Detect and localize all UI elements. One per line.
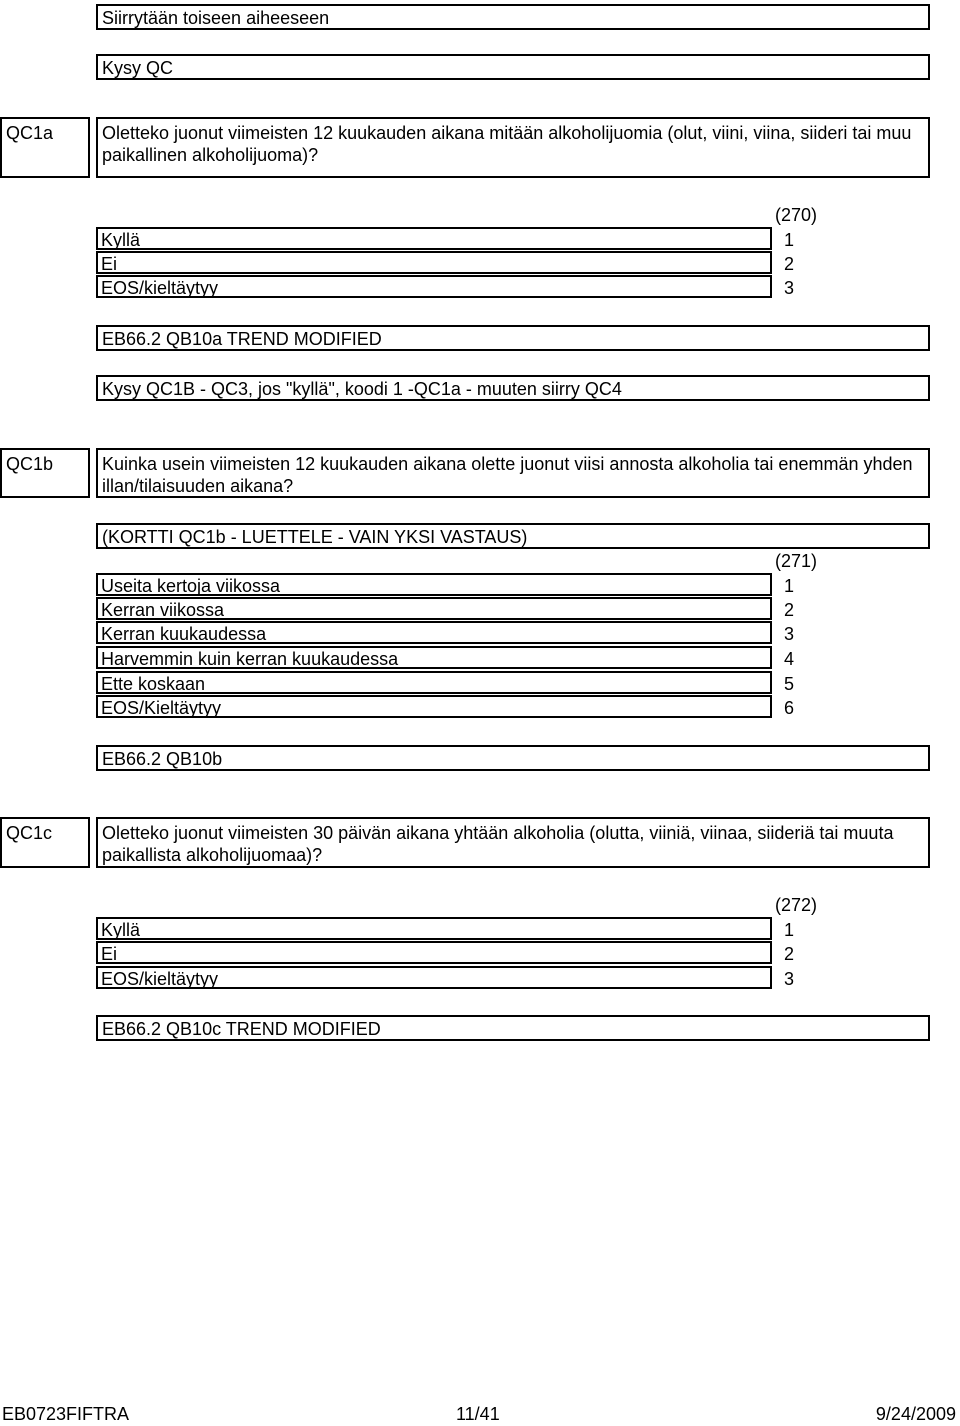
option-code-qc1a-2: 2 — [783, 254, 794, 274]
option-line-qc1c-2 — [96, 941, 772, 964]
option-label-qc1b-6: EOS/Kieltäytyy — [101, 698, 222, 718]
question-tag-box-qc1c — [0, 817, 90, 868]
option-label-qc1c-3: EOS/kieltäytyy — [101, 969, 219, 989]
code-header-qc1a: (270) — [775, 205, 818, 225]
question-tag-qc1a: QC1a — [6, 123, 54, 143]
option-label-qc1a-3: EOS/kieltäytyy — [101, 278, 219, 298]
question-tag-qc1c: QC1c — [6, 823, 53, 843]
code-header-qc1c: (272) — [775, 895, 818, 915]
question-tag-qc1b: QC1b — [6, 454, 54, 474]
skip-topic-instruction: Siirrytään toiseen aiheeseen — [96, 4, 930, 30]
ask-qc-instruction: Kysy QC — [96, 54, 930, 80]
option-line-qc1c-1 — [96, 917, 772, 940]
option-line-qc1a-1 — [96, 227, 772, 250]
option-code-qc1a-1: 1 — [783, 230, 794, 250]
option-code-qc1b-6: 6 — [783, 698, 794, 718]
option-label-qc1c-1: Kyllä — [101, 920, 141, 940]
option-label-qc1b-5: Ette koskaan — [101, 674, 206, 694]
code-header-qc1b: (271) — [775, 551, 818, 571]
option-label-qc1a-1: Kyllä — [101, 230, 141, 250]
footer-doc-id: EB0723FIFTRA — [2, 1404, 130, 1424]
option-label-qc1a-2: Ei — [101, 254, 118, 274]
question-tag-box-qc1b — [0, 448, 90, 498]
option-code-qc1a-3: 3 — [783, 278, 794, 298]
option-code-qc1c-2: 2 — [783, 944, 794, 964]
option-label-qc1b-1: Useita kertoja viikossa — [101, 576, 281, 596]
option-label-qc1b-4: Harvemmin kuin kerran kuukaudessa — [101, 649, 399, 669]
option-code-qc1c-3: 3 — [783, 969, 794, 989]
question-text-qc1c: Oletteko juonut viimeisten 30 päivän aikana yhtään alkoholia (olutta, viiniä, viinaa, siideriä tai muuta paikallista alkoholijuomaa)? — [96, 817, 930, 868]
routing-instruction-qc1a: Kysy QC1B - QC3, jos "kyllä", koodi 1 -QC1a - muuten siirry QC4 — [96, 375, 930, 401]
trend-note-qc1c: EB66.2 QB10c TREND MODIFIED — [96, 1015, 930, 1041]
option-label-qc1b-3: Kerran kuukaudessa — [101, 624, 267, 644]
question-text-qc1b: Kuinka usein viimeisten 12 kuukauden aikana olette juonut viisi annosta alkoholia tai enemmän yhden illan/tilaisuuden aikana? — [96, 448, 930, 498]
option-code-qc1c-1: 1 — [783, 920, 794, 940]
option-line-qc1a-2 — [96, 251, 772, 274]
trend-note-qc1b: EB66.2 QB10b — [96, 745, 930, 771]
trend-note-qc1a: EB66.2 QB10a TREND MODIFIED — [96, 325, 930, 351]
option-code-qc1b-2: 2 — [783, 600, 794, 620]
option-code-qc1b-1: 1 — [783, 576, 794, 596]
footer-date: 9/24/2009 — [875, 1404, 956, 1424]
option-code-qc1b-3: 3 — [783, 624, 794, 644]
option-label-qc1b-2: Kerran viikossa — [101, 600, 225, 620]
option-code-qc1b-5: 5 — [783, 674, 794, 694]
question-text-qc1a: Oletteko juonut viimeisten 12 kuukauden aikana mitään alkoholijuomia (olut, viini, viina, siideri tai muu paikallinen alkoholijuoma)? — [96, 117, 930, 178]
option-code-qc1b-4: 4 — [783, 649, 794, 669]
question-tag-box-qc1a — [0, 117, 90, 178]
card-instruction-qc1b: (KORTTI QC1b - LUETTELE - VAIN YKSI VASTAUS) — [96, 523, 930, 549]
footer-page-number: 11/41 — [456, 1404, 500, 1424]
option-label-qc1c-2: Ei — [101, 944, 118, 964]
